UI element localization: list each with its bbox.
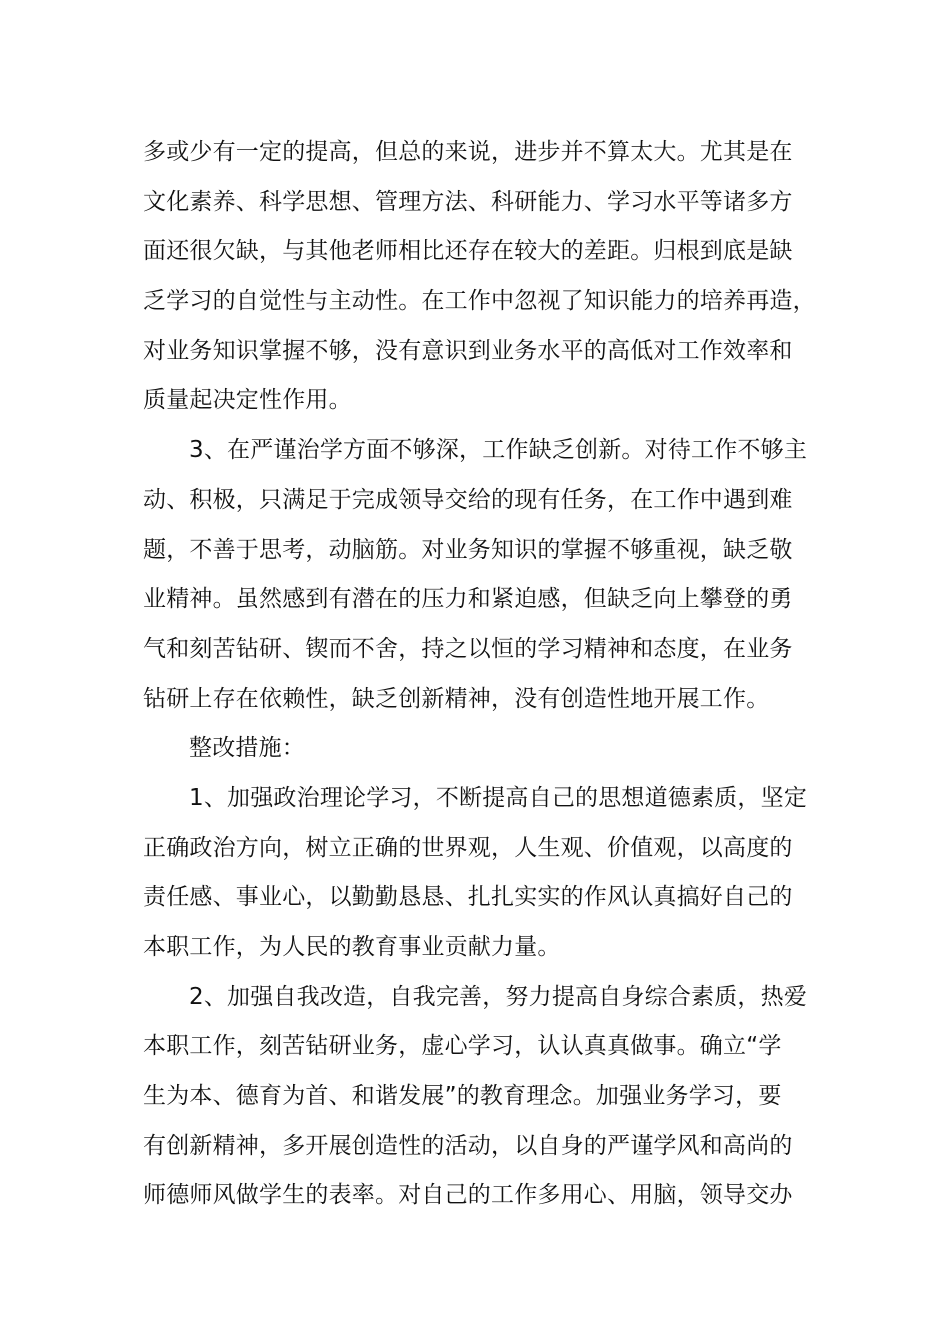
text-line: 面还很欠缺，与其他老师相比还存在较大的差距。归根到底是缺 xyxy=(143,238,793,265)
text-line: 本职工作，刻苦钻研业务，虚心学习，认认真真做事。确立“学 xyxy=(143,1033,782,1060)
text-line: 整改措施： xyxy=(189,735,305,762)
document-body xyxy=(143,128,816,1221)
text-line: 乏学习的自觉性与主动性。在工作中忽视了知识能力的培养再造， xyxy=(143,288,816,315)
text-line: 气和刻苦钻研、锲而不舍，持之以恒的学习精神和态度，在业务 xyxy=(143,635,793,662)
text-line: 质量起决定性作用。 xyxy=(143,387,352,414)
text-line: 2、加强自我改造，自我完善，努力提高自身综合素质，热爱 xyxy=(189,983,808,1010)
text-line: 文化素养、科学思想、管理方法、科研能力、学习水平等诸多方 xyxy=(143,188,793,215)
text-line: 钻研上存在依赖性，缺乏创新精神，没有创造性地开展工作。 xyxy=(143,685,770,712)
text-line: 对业务知识掌握不够，没有意识到业务水平的高低对工作效率和 xyxy=(143,337,793,364)
text-line: 正确政治方向，树立正确的世界观，人生观、价值观，以高度的 xyxy=(143,834,793,861)
text-line: 1、加强政治理论学习，不断提高自己的思想道德素质，坚定 xyxy=(189,784,808,811)
text-line: 师德师风做学生的表率。对自己的工作多用心、用脑，领导交办 xyxy=(143,1182,793,1209)
text-line: 生为本、德育为首、和谐发展”的教育理念。加强业务学习，要 xyxy=(143,1083,782,1110)
text-line: 本职工作，为人民的教育事业贡献力量。 xyxy=(143,934,561,960)
text-line: 3、在严谨治学方面不够深，工作缺乏创新。对待工作不够主 xyxy=(189,437,808,464)
text-line: 责任感、事业心，以勤勤恳恳、扎扎实实的作风认真搞好自己的 xyxy=(143,884,793,911)
text-line: 业精神。虽然感到有潜在的压力和紧迫感，但缺乏向上攀登的勇 xyxy=(143,586,793,613)
text-line: 多或少有一定的提高，但总的来说，进步并不算太大。尤其是在 xyxy=(143,139,793,165)
text-line: 题，不善于思考，动脑筋。对业务知识的掌握不够重视，缺乏敬 xyxy=(143,536,793,563)
text-line: 有创新精神，多开展创造性的活动，以自身的严谨学风和高尚的 xyxy=(143,1132,793,1159)
text-line: 动、积极，只满足于完成领导交给的现有任务，在工作中遇到难 xyxy=(143,486,793,513)
